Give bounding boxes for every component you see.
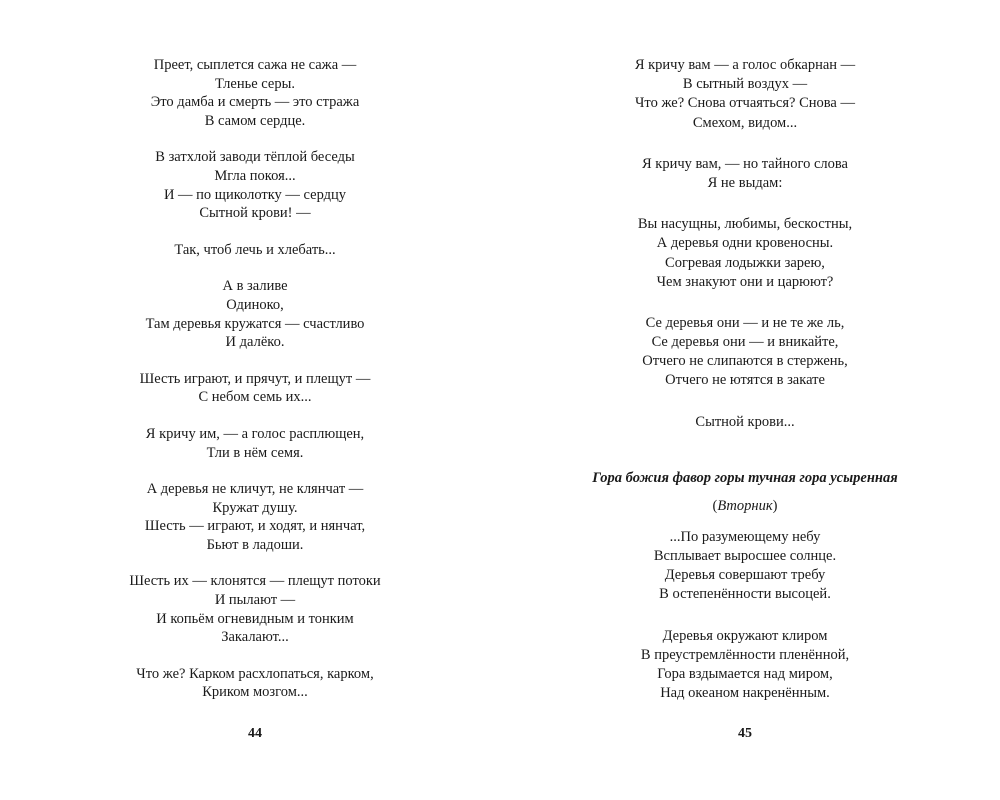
stanza [545, 155, 945, 193]
verse-line: И копьём огневидным и тонким [156, 610, 354, 627]
verse-line: Деревья совершают требу [664, 567, 826, 584]
stanza [545, 528, 945, 605]
verse-line: Сытной крови... [695, 413, 795, 430]
verse-line: Это дамба и смерть — это стража [150, 94, 360, 111]
verse-line: А в заливе [222, 278, 288, 295]
verse-line: А деревья не кличут, не клянчат — [146, 481, 364, 498]
verse-line: Чем знакуют они и царюют? [656, 273, 834, 290]
verse-line: Шесть играют, и прячут, и плещут — [139, 370, 371, 387]
verse-line: В преустремлённости пленённой, [640, 646, 850, 663]
verse-line: В остепенённости высоцей. [659, 586, 831, 603]
stanza [55, 370, 455, 407]
stanza [55, 572, 455, 646]
verse-line: Что же? Снова отчаяться? Снова — [635, 95, 855, 112]
stanza [55, 665, 455, 702]
stanza [55, 148, 455, 222]
stanza [545, 56, 945, 133]
verse-line: Криком мозгом... [202, 684, 308, 701]
verse-line: В затхлой заводи тёплой беседы [155, 149, 355, 166]
stanza [55, 277, 455, 351]
verse-line: Тли в нём семя. [206, 444, 304, 461]
verse-line: Преет, сыплется сажа не сажа — [153, 57, 357, 73]
right-page [500, 0, 1000, 800]
verse-line: Шесть их — клонятся — плещут потоки [129, 573, 381, 590]
verse-line: Я не выдам: [707, 174, 783, 191]
stanza [55, 56, 455, 130]
poem-text [545, 56, 945, 703]
verse-line: Я кричу вам, — но тайного слова [642, 155, 848, 172]
verse-line: Так, чтоб лечь и хлебать... [174, 241, 336, 258]
stanza [545, 314, 945, 391]
verse-line: А деревья одни кровеносны. [656, 235, 834, 252]
verse-line: Сытной крови! — [199, 205, 311, 222]
verse-line: Мгла покоя... [214, 167, 296, 184]
stanza [55, 480, 455, 554]
verse-line: Над океаном накренённым. [660, 685, 830, 702]
verse-line: С небом семь их... [198, 389, 312, 406]
verse-line: Гора вздымается над миром, [657, 665, 833, 682]
verse-line: И — по щиколотку — сердцу [163, 186, 347, 203]
verse-line: Отчего не слипаются в стержень, [642, 353, 848, 370]
stanza [545, 627, 945, 704]
stanza [55, 241, 455, 260]
verse-line: Что же? Карком расхлопаться, карком, [136, 665, 374, 682]
verse-line: Смехом, видом... [692, 114, 798, 131]
verse-line: В сытный воздух — [682, 76, 808, 93]
stanza [545, 215, 945, 292]
verse-line: И пылают — [214, 592, 296, 609]
verse-line: Всплывает выросшее солнце. [653, 548, 837, 564]
verse-line: Отчего не ютятся в закате [665, 372, 825, 389]
verse-line: Вы насущны, любимы, бескостны, [637, 216, 853, 233]
verse-line: Там деревья кружатся — счастливо [145, 315, 365, 332]
verse-line: Одиноко, [226, 296, 284, 313]
verse-line: ...По разумеющему небу [669, 528, 821, 545]
verse-line: Я кричу им, — а голос расплющен, [145, 425, 365, 442]
verse-line: Се деревья они — и не те же ль, [645, 314, 845, 331]
poem-subtitle: (Вторник) [712, 497, 778, 514]
verse-line: И далёко. [225, 334, 285, 351]
stanza [545, 413, 945, 432]
poem-title: Гора божия фавор горы тучная гора усыренная [592, 469, 898, 486]
page-number: 44 [248, 726, 262, 741]
page-number: 45 [738, 726, 752, 741]
verse-line: Кружат душу. [212, 499, 298, 516]
verse-line: Деревья окружают клиром [662, 627, 828, 644]
verse-line: Шесть — играют, и ходят, и нянчат, [144, 518, 366, 535]
poem-text [55, 56, 455, 702]
verse-line: В самом сердце. [204, 112, 306, 129]
verse-line: Я кричу вам — а голос обкарнан — [634, 57, 856, 73]
verse-line: Се деревья они — и вникайте, [651, 334, 839, 351]
verse-line: Тленье серы. [215, 75, 295, 92]
verse-line: Закалают... [221, 629, 289, 646]
verse-line: Согревая лодыжки зарею, [665, 254, 825, 271]
stanza [55, 425, 455, 462]
verse-line: Бьют в ладоши. [206, 536, 304, 553]
